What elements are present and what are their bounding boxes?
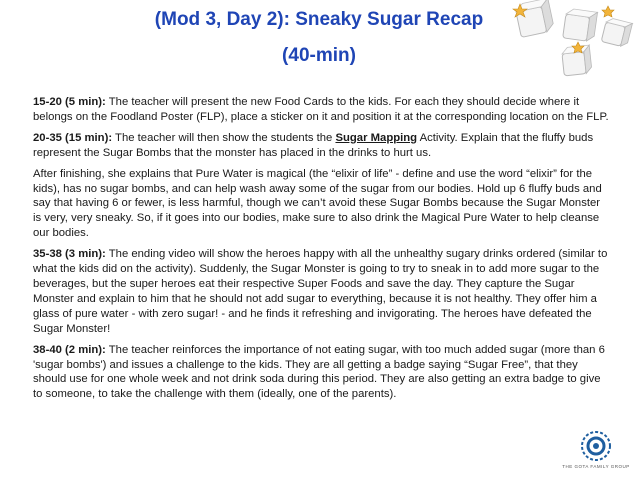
section-time: 38-40 (2 min): [33,343,106,356]
section-15-20 [33,95,611,125]
section-text: The teacher reinforces the importance of not eating sugar, with too much added sugar (more than 6 'sugar bombs') and issues a challenge to the kids. They are all getting a badge saying “Sugar Free”, that they should use for one whole week and not drink soda during this period. They are also getting an extra badge to give to someone, to take the challenge with them (ideally, one of the parents). [33,343,605,401]
recap-body [33,95,611,408]
page-title: (Mod 3, Day 2): Sneaky Sugar Recap [154,9,484,30]
section-text: The ending video will show the heroes happy with all the unhealthy sugary drinks ordered (similar to what the kids did on the activity). Suddenly, the Sugar Monster is going to try to sneak in to add more sugar to the beverages, but the super heroes eat their respective Super Foods and save the day. They capture the Sugar Monster and explain to him that he should not add sugar to everything, because it is not healthy. They offer him a glass of pure water - with zero sugar! - and he finds it refreshing and invigorating. The heroes have defeated the Sugar Monster! [33,248,608,335]
section-text: The teacher will present the new Food Cards to the kids. For each they should decide where it belongs on the Foodland Poster (FLP), place a sticker on it and position it at the corresponding location on the FLP. [33,96,609,123]
section-38-40 [33,343,611,403]
page-subtitle: (40-min) [282,45,356,66]
sugar-cubes-illustration [498,0,638,90]
logo-text: THE GOTA FAMILY GROUP [562,464,630,469]
section-time: 35-38 (3 min): [33,248,106,261]
section-35-38 [33,247,611,336]
section-time: 15-20 (5 min): [33,96,106,108]
section-text: The teacher will then show the students the [112,131,336,144]
sugar-cube-icon [601,17,632,48]
section-time: 20-35 (15 min): [33,131,113,144]
section-text: Activity. Explain that the fluffy buds represent the Sugar Bombs that the monster has placed in the drinks to hurt us. [33,131,594,159]
sugar-mapping-link[interactable]: Sugar Mapping [335,131,418,144]
sugar-cube-icon [563,8,598,42]
logo-mark-icon [566,428,626,478]
section-text: After finishing, she explains that Pure Water is magical (the “elixir of life” - define and use the word “elixir” for the kids), has no sugar bombs, and can help wash away some of the sugar from our bodies. Hold up 6 fluffy buds and say that having 6 or fewer, is less harmful, though we can’t avoid these Sugar Bombs because the Sugar Monster is very, very sneaky. So, if it goes into our bodies, make sure to also drink the Magical Pure Water to help cleanse our bodies. [33,167,602,240]
fuse-star-icon [602,6,614,17]
section-after-finishing [33,167,611,242]
section-20-35 [33,131,611,161]
